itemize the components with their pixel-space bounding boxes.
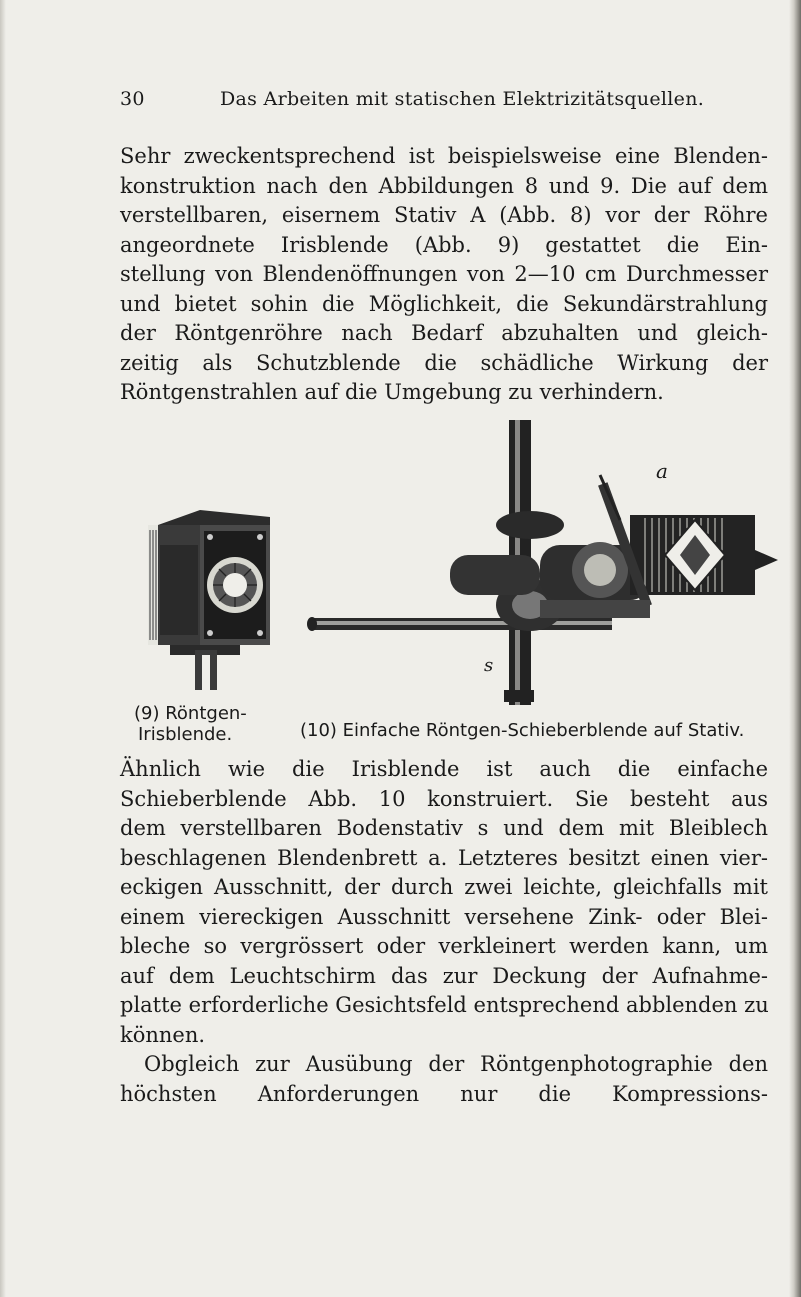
text-line: beschlagenen Blendenbrett a. Letzteres besitzt einen vier- <box>120 845 768 870</box>
figure-10-slide-diaphragm <box>300 420 780 710</box>
text-line: Sehr zweckentsprechend ist beispielsweise eine Blenden- <box>120 144 768 168</box>
text-line: bleche so vergrössert oder verkleinert werden kann, um <box>120 934 768 958</box>
text-line: einem viereckigen Ausschnitt versehene Zink- oder Blei- <box>120 904 768 929</box>
text-line: dem verstellbaren Bodenstativ s und dem mit Bleiblech <box>120 816 768 840</box>
figure-9-iris-diaphragm <box>140 505 290 695</box>
text-line: höchsten Anforderungen nur die Kompressions- <box>120 1081 768 1106</box>
text-line: eckigen Ausschnitt, der durch zwei leichte, gleichfalls mit <box>120 875 768 899</box>
caption-line: Irisblende. <box>138 724 233 745</box>
figure-9-caption <box>134 703 247 745</box>
figure-10-caption: (10) Einfache Röntgen-Schieberblende auf Stativ. <box>300 720 745 741</box>
text-line: konstruktion nach den Abbildungen 8 und 9. Die auf dem <box>120 173 768 198</box>
text-line: Schieberblende Abb. 10 konstruiert. Sie besteht aus <box>120 786 768 811</box>
caption-line: (9) Röntgen- <box>134 703 247 724</box>
text-line: angeordnete Irisblende (Abb. 9) gestattet die Ein- <box>120 232 768 257</box>
text-line: platte erforderliche Gesichtsfeld entsprechend abblenden zu <box>120 993 769 1017</box>
text-line: Obgleich zur Ausübung der Röntgenphotographie den <box>144 1052 768 1076</box>
text-line: und bietet sohin die Möglichkeit, die Sekundärstrahlung <box>120 291 768 316</box>
page-number: 30 <box>120 88 145 110</box>
text-line: zeitig als Schutzblende die schädliche Wirkung der <box>120 350 768 375</box>
text-line: können. <box>120 1022 206 1047</box>
text-line: der Röntgenröhre nach Bedarf abzuhalten und gleich- <box>120 321 768 345</box>
text-line: stellung von Blendenöffnungen von 2—10 cm Durchmesser <box>120 262 768 286</box>
page-edge-right <box>789 0 801 1297</box>
label-s: s <box>484 655 494 676</box>
paragraph-3 <box>120 1050 768 1109</box>
paragraph-2 <box>120 755 768 1050</box>
label-a: a <box>656 459 668 483</box>
page-edge-left <box>0 0 6 1297</box>
text-line: Ähnlich wie die Irisblende ist auch die einfache <box>120 757 768 781</box>
text-line: auf dem Leuchtschirm das zur Deckung der Aufnahme- <box>120 963 768 988</box>
paragraph-1 <box>120 142 768 408</box>
text-line: verstellbaren, eisernem Stativ A (Abb. 8) vor der Röhre <box>120 203 768 227</box>
text-line: Röntgenstrahlen auf die Umgebung zu verhindern. <box>120 380 664 404</box>
running-title: Das Arbeiten mit statischen Elektrizitätsquellen. <box>220 88 705 110</box>
